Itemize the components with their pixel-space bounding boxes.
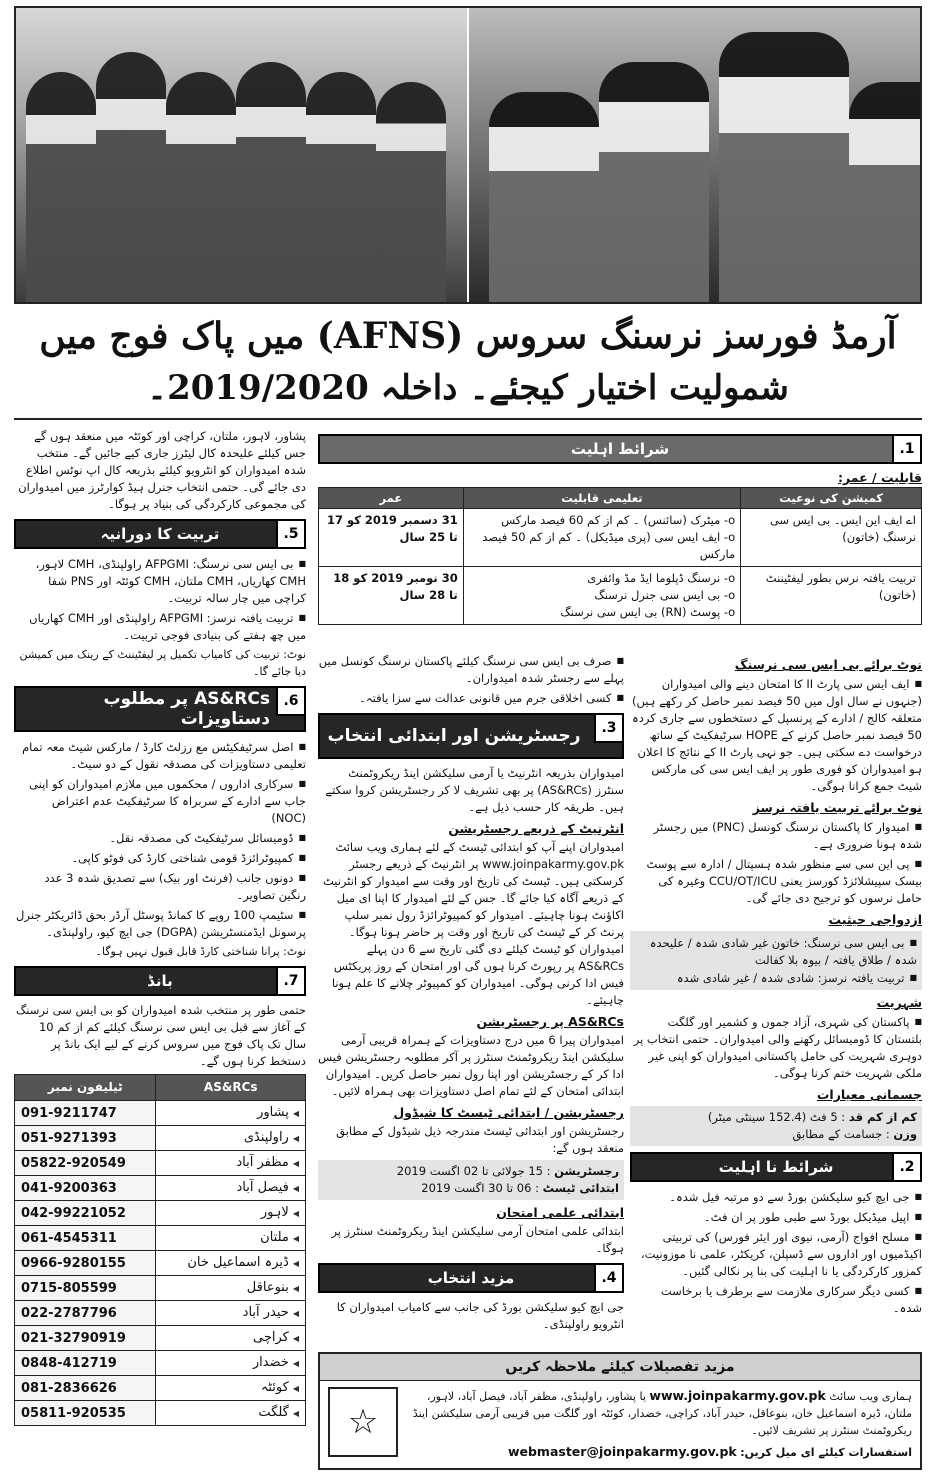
footer-contact-box: [318, 1352, 922, 1470]
section-3-number: 3.: [594, 713, 624, 743]
section-4-number: 4.: [594, 1263, 624, 1293]
row2-qual2: o- بی ایس سی جنرل نرسنگ: [594, 588, 736, 602]
list-item: ■ تربیت یافتہ نرسز: AFPGMI راولپنڈی اور CMH کھاریاں میں چھ ہفتے کی بنیادی فوجی تربیت۔: [14, 609, 306, 644]
email-label: استفسارات کیلئے ای میل کریں:: [740, 1446, 912, 1459]
table-row: [15, 1176, 306, 1201]
left-column: [14, 428, 306, 1426]
schedule-box: [318, 1160, 624, 1200]
phone: 0715-805599: [15, 1276, 156, 1301]
table-row: [15, 1101, 306, 1126]
registration-intro: امیدواران بذریعہ انٹرنیٹ یا آرمی سلیکشن اینڈ ریکروٹمنٹ سنٹرز (AS&RCs) پر بھی تشریف لا کر رجسٹریشن کروا سکتے ہیں۔ طریقہ کار حسب ذیل ہے۔: [325, 766, 624, 814]
physical-label: کم از کم قد: [848, 1110, 917, 1124]
row2-qual1: o- نرسنگ ڈپلوما ایڈ مڈ وائفری: [587, 571, 736, 585]
row2-qual3: o- پوسٹ (RN) بی ایس سی نرسنگ: [560, 605, 736, 619]
city: ◀ کراچی: [156, 1326, 306, 1351]
headline: [14, 310, 922, 420]
note-bsc-text: ■ ایف ایس سی پارٹ II کا امتحان دینے والی امیدواران (جنہوں نے سال اول میں 50 فیصد نمبر حاصل کر رکھے ہیں) متعلقہ کالج / ادارے کے پرنسپل کے دستخطوں سے جاری کردہ 50 فیصد نمبر حاصل کرنے کے HOPE سرٹیفکیٹ کے ساتھ درخواست دے سکتی ہیں۔ جو نہی پارٹ II کے نتائج کا اعلان ہو امیدواران کو فوری طور پر ایف ایس سی کی مارکس شیٹ جمع کرانا ہوگی۔: [630, 675, 922, 795]
col-asrc: AS&RCs: [156, 1075, 306, 1101]
section-7-title: بانڈ: [147, 971, 173, 990]
schedule-row: ابتدائی ٹیسٹ : 06 تا 30 اگست 2019: [421, 1181, 619, 1195]
eligibility-table: [318, 487, 922, 625]
training-note: نوٹ: تربیت کی کامیاب تکمیل پر لیفٹیننٹ کے رینک میں کمیشن دیا جائے گا۔: [19, 648, 306, 678]
table-row: [15, 1251, 306, 1276]
note-bsc-title: نوٹ برائے بی ایس سی نرسنگ: [734, 657, 922, 672]
list-item: ■ سرکاری اداروں / محکموں میں ملازم امیدواران کو اپنی جاب سے ادارے کے سربراہ کا سرٹیفکیٹ عدم اعتراض (NOC): [14, 775, 306, 827]
physical-title: جسمانی معیارات: [816, 1087, 922, 1102]
list-item: ■ ڈومیسائل سرٹیفکیٹ کی مصدقہ نقل۔: [14, 829, 306, 847]
section-3-title: رجسٹریشن اور ابتدائی انتخاب: [327, 726, 581, 746]
asrc-registration-title: AS&RCs پر رجسٹریشن: [476, 1014, 624, 1029]
citizenship-text: ■ پاکستان کی شہری، آزاد جموں و کشمیر اور گلگت بلتستان کا ڈومیسائل رکھنے والی امیدواران۔ حتمی انتخاب پر دوہری شہریت کی حامل پاکستانی امیدواران کو اپنی غیر ملکی شہریت ختم کرنا ہوگی۔: [630, 1013, 922, 1082]
section-5-number: 5.: [276, 519, 306, 549]
row1-qual2: o- ایف ایس سی (پری میڈیکل) ۔ کم از کم 50 فیصد مارکس: [482, 530, 736, 561]
list-item: ■ صرف بی ایس سی نرسنگ کیلئے پاکستان نرسنگ کونسل میں پہلے سے رجسٹر شدہ امیدواران۔: [318, 652, 624, 687]
section-2-title: شرائط نا اہلیت: [718, 1157, 834, 1176]
list-item: ■ دونوں جانب (فرنٹ اور بیک) سے تصدیق شدہ 3 عدد رنگین تصاویر۔: [14, 869, 306, 904]
city: ◀ گلگت: [156, 1401, 306, 1426]
internet-registration-title: انٹرنیٹ کے ذریعے رجسٹریشن: [448, 821, 624, 836]
table-row: [15, 1276, 306, 1301]
marital-trained: ■ تربیت یافتہ نرسز: شادی شدہ / غیر شادی شدہ: [635, 969, 917, 987]
phone: 021-32790919: [15, 1326, 156, 1351]
phone: 091-9211747: [15, 1101, 156, 1126]
list-item: ■ جی ایچ کیو سلیکشن بورڈ سے دو مرتبہ فیل شدہ۔: [630, 1188, 922, 1206]
col-commission-type: کمیشن کی نوعیت: [741, 488, 922, 509]
middle-column: [318, 652, 624, 1335]
city: ◀ راولپنڈی: [156, 1126, 306, 1151]
section-4-title: مزید انتخاب: [427, 1268, 515, 1287]
city: ◀ حیدر آباد: [156, 1301, 306, 1326]
marital-bsc: ■ بی ایس سی نرسنگ: خاتون غیر شادی شدہ / علیحدہ شدہ / طلاق یافتہ / بیوہ بلا کفالت: [635, 934, 917, 969]
schedule-label: ابتدائی ٹیسٹ: [542, 1181, 619, 1195]
note-trained-title: نوٹ برائے تربیت یافتہ نرسز: [752, 800, 922, 815]
schedule-dates: 15 جولائی تا 02 اگست 2019: [396, 1164, 543, 1178]
schedule-dates: 06 تا 30 اگست 2019: [421, 1181, 532, 1195]
marital-title: ازدواجی حیثیت: [828, 912, 922, 927]
city: ◀ فیصل آباد: [156, 1176, 306, 1201]
physical-row: کم از کم قد : 5 فٹ (152.4 سینٹی میٹر): [707, 1110, 917, 1124]
asrc-phone-table: [14, 1074, 306, 1426]
section-7-number: 7.: [276, 966, 306, 996]
section-eligibility: [318, 428, 922, 625]
table-row: [319, 567, 922, 625]
row1-age: 31 دسمبر 2019 کو 17 تا 25 سال: [319, 509, 464, 567]
section-5-title: تربیت کا دورانیہ: [100, 524, 220, 543]
section-1-title: شرائط اہلیت: [570, 440, 670, 458]
section-6-title: AS&RCs پر مطلوب دستاویزات: [103, 689, 270, 729]
phone: 081-2836626: [15, 1376, 156, 1401]
physical-value: 5 فٹ (152.4 سینٹی میٹر): [707, 1110, 838, 1124]
phone: 05822-920549: [15, 1151, 156, 1176]
row2-type: تربیت یافتہ نرس بطور لیفٹیننٹ (خاتون): [741, 567, 922, 625]
section-1-header: [318, 434, 922, 464]
section-2-number: 2.: [892, 1152, 922, 1182]
section-5-header: [14, 519, 306, 549]
table-row: [15, 1401, 306, 1426]
documents-note: نوٹ: پرانا شناختی کارڈ قابل قبول نہیں ہوگا۔: [95, 945, 306, 958]
col-phone: ٹیلیفون نمبر: [15, 1075, 156, 1101]
table-row: [15, 1326, 306, 1351]
phone: 0966-9280155: [15, 1251, 156, 1276]
table-row: [319, 509, 922, 567]
list-item: ■ پی این سی سے منظور شدہ ہسپتال / ادارہ سے پوسٹ بیسک سپیشلائزڈ کورسز یعنی CCU/OT/ICU وغیرہ کی حامل نرسوں کو ترجیح دی جائے گی۔: [630, 855, 922, 907]
city: ◀ پشاور: [156, 1101, 306, 1126]
list-item: ■ سٹیمپ 100 روپے کا کمانڈ پوسٹل آرڈر بحق ڈائریکٹر جنرل پرسونل ایڈمنسٹریشن (DGPA) جی ایچ کیو، راولپنڈی۔: [14, 906, 306, 941]
photo-cadets-parade: [467, 8, 920, 302]
citizenship-title: شہریت: [876, 995, 922, 1010]
city: ◀ خضدار: [156, 1351, 306, 1376]
right-column: [630, 652, 922, 1319]
schedule-intro: رجسٹریشن اور ابتدائی ٹیسٹ مندرجہ ذیل شیڈول کے مطابق منعقد ہوں گے:: [336, 1124, 624, 1155]
list-item: ■ اپیل میڈیکل بورڈ سے طبی طور پر ان فٹ۔: [630, 1208, 922, 1226]
phone: 042-99221052: [15, 1201, 156, 1226]
row2-age: 30 نومبر 2019 کو 18 تا 28 سال: [319, 567, 464, 625]
list-item: ■ بی ایس سی نرسنگ: AFPGMI راولپنڈی، CMH لاہور، CMH کھاریاں، CMH ملتان، CMH کوئٹہ اور PNS شفا کراچی میں چار سالہ تربیت۔: [14, 555, 306, 607]
physical-row: وزن : جسامت کے مطابق: [792, 1127, 917, 1141]
asrc-registration-text: امیدواران پیرا 6 میں درج دستاویزات کے ہمراہ قریبی آرمی سلیکشن اینڈ ریکروٹمنٹ سنٹرز پر آکر مطلوبہ رجسٹریشن فیس ادا کر کے رجسٹریشن اور اپنا رول نمبر حاصل کریں۔ امیدواران ابتدائی امتحان کے لئے تمام اصل دستاویزات بھی ہمراہ لائیں۔: [318, 1033, 624, 1098]
email-link[interactable]: webmaster@joinpakarmy.gov.pk: [507, 1444, 737, 1459]
list-item: ■ مسلح افواج (آرمی، نیوی اور ایئر فورس) کی تربیتی اکیڈمیوں اور اداروں سے ڈسپلن، کریکٹر، علمی نا موزونیت، کمزور کارکردگی یا نا اہلیت کی بنا پر نکالی گئیں۔: [630, 1228, 922, 1280]
exam-title: ابتدائی علمی امتحان: [496, 1205, 624, 1220]
table-row: [15, 1151, 306, 1176]
col-qualification: تعلیمی قابلیت: [463, 488, 740, 509]
table-row: [15, 1351, 306, 1376]
table-row: [15, 1126, 306, 1151]
table-row: [15, 1201, 306, 1226]
phone: 041-9200363: [15, 1176, 156, 1201]
row1-type: اے ایف این ایس۔ بی ایس سی نرسنگ (خاتون): [741, 509, 922, 567]
phone: 051-9271393: [15, 1126, 156, 1151]
schedule-title: رجسٹریشن / ابتدائی ٹیسٹ کا شیڈول: [393, 1105, 624, 1120]
interview-intro: پشاور، لاہور، ملتان، کراچی اور کوئٹہ میں منعقد ہوں گے جس کیلئے علیحدہ کال لیٹرز جاری کیے جائیں گے۔ منتخب شدہ امیدواران کو انٹرویو کیلئے بذریعہ کال اپ نوٹس اطلاع دی جائے گی۔ حتمی انتخاب جنرل ہیڈ کوارٹرز میں امیدواران کی مجموعی کارکردگی کی بنیاد پر ہوگا۔: [18, 429, 306, 511]
phone: 0848-412719: [15, 1351, 156, 1376]
city: ◀ ڈیرہ اسماعیل خان: [156, 1251, 306, 1276]
bond-text: حتمی طور پر منتخب شدہ امیدواران کو بی ایس سی نرسنگ کے آغاز سے قبل بی ایس سی نرسنگ کیلئے کم از کم 10 سال تک پاک فوج میں سروس کرنے کے لیے ایک بانڈ پر دستخط کرنا ہوں گے۔: [15, 1003, 306, 1068]
army-crest-icon: ☆: [328, 1387, 398, 1457]
city: ◀ بنوعاقل: [156, 1276, 306, 1301]
further-selection-text: جی ایچ کیو سلیکشن بورڈ کی جانب سے کامیاب امیدواران کا انٹرویو راولپنڈی۔: [336, 1300, 624, 1331]
photo-marching-cadets: [16, 8, 467, 302]
city: ◀ مظفر آباد: [156, 1151, 306, 1176]
list-item: ■ کمپیوٹرائزڈ قومی شناختی کارڈ کی فوٹو کاپی۔: [14, 849, 306, 867]
section-6-header: [14, 686, 306, 732]
physical-value: جسامت کے مطابق: [792, 1127, 883, 1141]
section-2-header: [630, 1152, 922, 1182]
website-link[interactable]: www.joinpakarmy.gov.pk: [649, 1388, 826, 1403]
headline-line1: آرمڈ فورسز نرسنگ سروس (AFNS) میں پاک فوج میں: [39, 315, 897, 357]
table-row: [15, 1301, 306, 1326]
footer-line1-post: یا پشاور، راولپنڈی، مظفر آباد، فیصل آباد، لاہور، ملتان، ڈیرہ اسماعیل خان، بنوعاقل، حیدر آباد، کراچی، خضدار، کوئٹہ اور گلگت میں قریبی آرمی سلیکشن اینڈ ریکروٹمنٹ سنٹرز پر تشریف لائیں۔: [412, 1390, 912, 1437]
header-photos: [14, 6, 922, 304]
section-7-header: [14, 966, 306, 996]
marital-box: [630, 931, 922, 990]
physical-label: وزن: [893, 1127, 917, 1141]
section-3-header: [318, 713, 624, 759]
table-row: [15, 1376, 306, 1401]
city: ◀ کوئٹہ: [156, 1376, 306, 1401]
city: ◀ لاہور: [156, 1201, 306, 1226]
internet-registration-text: امیدواران اپنے آپ کو ابتدائی ٹیسٹ کے لئے ہماری ویب سائٹ www.joinpakarmy.gov.pk پر انٹرنیٹ کے ذریعے رجسٹر کرسکتی ہیں۔ ٹیسٹ کی تاریخ اور وقت سے امیدوار کو انٹرنیٹ کے ذریعے آگاہ کیا جائے گا۔ جس کے لئے امیدوار کا اپنا ای میل اکاؤنٹ ہونا چاہیئے۔ امیدوار کو کمپیوٹرائزڈ رول نمبر سلپ پرنٹ کر کے ٹیسٹ کی تاریخ اور وقت پر حاضر ہونا ہوگا۔ امیدواران کو ٹیسٹ کیلئے دی گئی تاریخ سے 6 دن پہلے AS&RCs پر رپورٹ کرنا ہوں گی اور امتحان کے روز پریکٹس فیس ادا کرنی ہوگی۔ امیدواران کو کمپیوٹر چلانے کا علم ہونا چاہیئے۔: [322, 840, 624, 1007]
list-item: ■ امیدوار کا پاکستان نرسنگ کونسل (PNC) میں رجسٹر شدہ ہونا ضروری ہے۔: [630, 818, 922, 853]
section-4-header: [318, 1263, 624, 1293]
list-item: ■ کسی دیگر سرکاری ملازمت سے برطرف یا برخاست شدہ۔: [630, 1282, 922, 1317]
schedule-row: رجسٹریشن : 15 جولائی تا 02 اگست 2019: [396, 1164, 619, 1178]
footer-title: مزید تفصیلات کیلئے ملاحظہ کریں: [320, 1354, 920, 1381]
table-row: [15, 1226, 306, 1251]
phone: 022-2787796: [15, 1301, 156, 1326]
eligibility-subtitle: قابلیت / عمر:: [838, 470, 922, 485]
phone: 05811-920535: [15, 1401, 156, 1426]
phone: 061-4545311: [15, 1226, 156, 1251]
physical-box: [630, 1106, 922, 1146]
section-1-number: 1.: [892, 434, 922, 464]
col-age: عمر: [319, 488, 464, 509]
list-item: ■ کسی اخلاقی جرم میں قانونی عدالت سے سزا یافتہ۔: [318, 689, 624, 707]
exam-text: ابتدائی علمی امتحان آرمی سلیکشن اینڈ ریکروٹمنٹ سنٹرز پر ہوگا۔: [331, 1224, 624, 1255]
schedule-label: رجسٹریشن: [554, 1164, 619, 1178]
city: ◀ ملتان: [156, 1226, 306, 1251]
list-item: ■ اصل سرٹیفکیٹس مع رزلٹ کارڈ / مارکس شیٹ معہ تمام تعلیمی دستاویزات کی مصدقہ نقول کے دو سیٹ۔: [14, 738, 306, 773]
section-6-number: 6.: [276, 686, 306, 716]
row1-qual1: o- میٹرک (سائنس) ۔ کم از کم 60 فیصد مارکس: [501, 513, 736, 527]
headline-line2: شمولیت اختیار کیجئے۔ داخلہ 2019/2020۔: [147, 368, 789, 408]
footer-line1-pre: ہماری ویب سائٹ: [829, 1390, 912, 1403]
